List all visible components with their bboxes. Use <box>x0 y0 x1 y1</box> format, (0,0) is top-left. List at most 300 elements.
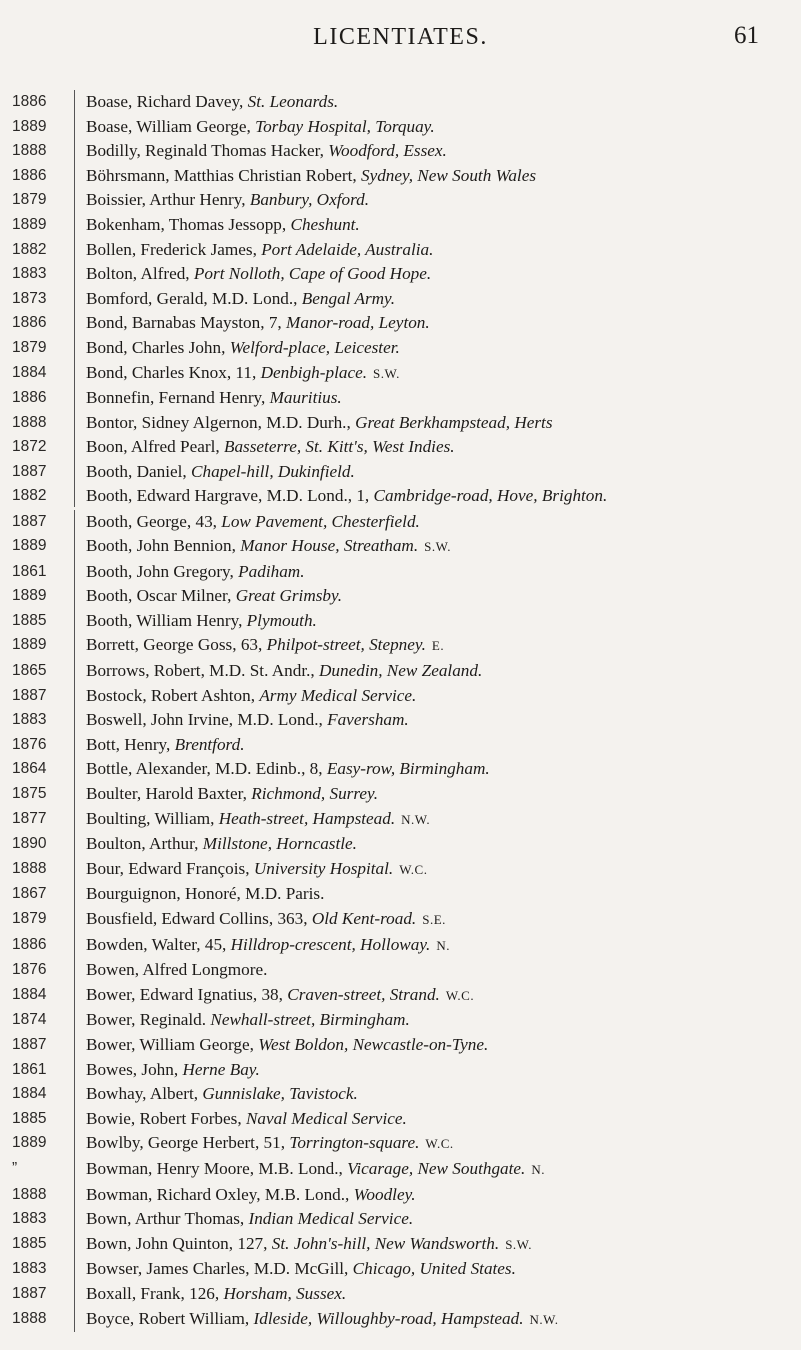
entry-text <box>86 1058 801 1083</box>
column-rule <box>74 684 75 709</box>
list-item <box>0 1232 801 1258</box>
entry-year: 1887 <box>12 512 47 530</box>
entry-text <box>86 757 801 782</box>
entry-name: Bonnefin, Fernand Henry, <box>86 388 266 408</box>
entry-text <box>86 139 801 164</box>
list-item <box>0 1131 801 1157</box>
column-rule <box>74 733 75 758</box>
entry-name: Böhrsmann, Matthias Christian Robert, <box>86 165 357 185</box>
entry-name: Borrett, George Goss, 63, <box>86 635 263 655</box>
entry-text <box>86 584 801 609</box>
entry-name: Bowser, James Charles, M.D. McGill, <box>86 1259 349 1279</box>
entry-address: Philpot-street, Stepney. <box>266 635 426 655</box>
entry-address: Gunnislake, Tavistock. <box>202 1084 358 1104</box>
postal-district: N.W. <box>529 1311 559 1327</box>
entry-address: Idleside, Willoughby-road, Hampstead. <box>253 1308 524 1328</box>
column-rule <box>74 386 75 411</box>
list-item <box>0 386 801 411</box>
entry-year: 1886 <box>12 166 47 184</box>
list-item <box>0 534 801 560</box>
entry-text <box>86 933 801 959</box>
entry-name: Bowes, John, <box>86 1059 179 1079</box>
column-rule <box>74 435 75 460</box>
entry-address: Herne Bay. <box>182 1059 260 1079</box>
column-rule <box>74 857 75 883</box>
entry-name: Boswell, John Irvine, M.D. Lond., <box>86 710 323 730</box>
entry-year: 1889 <box>12 587 47 605</box>
column-rule <box>74 262 75 287</box>
list-item <box>0 782 801 807</box>
entry-address: Plymouth. <box>246 610 317 630</box>
entry-text <box>86 832 801 857</box>
list-item <box>0 907 801 933</box>
entry-name: Boulton, Arthur, <box>86 834 199 854</box>
entry-address: Heath-street, Hampstead. <box>218 808 396 828</box>
entry-text <box>86 1008 801 1033</box>
postal-district: N. <box>436 937 450 953</box>
list-item <box>0 983 801 1009</box>
entry-year: 1879 <box>12 191 47 209</box>
entry-name: Boase, Richard Davey, <box>86 92 244 111</box>
entry-year: 1883 <box>12 1260 47 1278</box>
entry-text <box>86 90 801 115</box>
column-rule <box>74 983 75 1009</box>
entry-text <box>86 1282 801 1307</box>
entry-name: Boulting, William, <box>86 808 215 828</box>
entry-year: 1888 <box>12 859 47 877</box>
entry-year: 1861 <box>12 1060 47 1078</box>
column-rule <box>74 1282 75 1307</box>
entry-name: Borrows, Robert, M.D. St. Andr., <box>86 661 315 681</box>
list-item <box>0 485 801 510</box>
column-rule <box>74 213 75 238</box>
entry-name: Bowhay, Albert, <box>86 1084 199 1104</box>
column-rule <box>74 1131 75 1157</box>
page-number: 61 <box>734 22 759 49</box>
list-item <box>0 1183 801 1208</box>
entry-text <box>86 411 801 436</box>
list-item <box>0 684 801 709</box>
column-rule <box>74 460 75 485</box>
list-item <box>0 213 801 238</box>
column-rule <box>74 1183 75 1208</box>
entry-year: 1889 <box>12 215 47 233</box>
entry-address: Vicarage, New Southgate. <box>347 1158 526 1178</box>
entry-year: 1877 <box>12 809 47 827</box>
column-rule <box>74 584 75 609</box>
list-item <box>0 1033 801 1058</box>
entry-name: Bond, Charles John, <box>86 337 226 357</box>
column-rule <box>74 1207 75 1232</box>
entry-year: 1865 <box>12 662 47 680</box>
entry-address: Woodley. <box>353 1184 416 1204</box>
entry-address: Naval Medical Service. <box>245 1108 407 1128</box>
list-item <box>0 238 801 263</box>
entry-text <box>86 1107 801 1132</box>
entry-year: 1879 <box>12 338 47 356</box>
entry-address: Millstone, Horncastle. <box>202 834 357 854</box>
column-rule <box>74 882 75 907</box>
entry-address: Woodford, Essex. <box>328 141 447 161</box>
column-rule <box>74 188 75 213</box>
list-item <box>0 609 801 634</box>
entry-name: Boulter, Harold Baxter, <box>86 784 247 804</box>
entry-year: 1876 <box>12 961 47 979</box>
entry-text <box>86 510 801 535</box>
entry-name: Booth, Daniel, <box>86 461 187 481</box>
entry-text <box>86 882 801 907</box>
entry-address: Chicago, United States. <box>352 1259 516 1279</box>
entry-year: 1888 <box>12 1309 47 1327</box>
list-item <box>0 1157 801 1183</box>
column-rule <box>74 1232 75 1258</box>
entry-year: 1883 <box>12 711 47 729</box>
column-rule <box>74 115 75 140</box>
entry-text <box>86 983 801 1009</box>
entry-address: Dunedin, New Zealand. <box>319 661 483 681</box>
entry-name: Bour, Edward François, <box>86 858 250 878</box>
entry-name: Bontor, Sidney Algernon, M.D. Durh., <box>86 412 351 432</box>
entry-year: 1885 <box>12 1109 47 1127</box>
entry-name: Bown, John Quinton, 127, <box>86 1233 268 1253</box>
entry-text <box>86 1207 801 1232</box>
entry-year: 1872 <box>12 438 47 456</box>
entry-year: 1888 <box>12 413 47 431</box>
entry-year: 1864 <box>12 760 47 778</box>
list-item <box>0 262 801 287</box>
list-item <box>0 1257 801 1282</box>
column-rule <box>74 238 75 263</box>
entry-year: 1886 <box>12 93 47 110</box>
entry-address: Faversham. <box>327 710 409 730</box>
entry-year: 1882 <box>12 240 47 258</box>
column-rule <box>74 510 75 535</box>
entry-address: Hilldrop-crescent, Holloway. <box>230 934 431 954</box>
list-item <box>0 857 801 883</box>
entry-name: Bower, William George, <box>86 1034 254 1054</box>
column-rule <box>74 1157 75 1183</box>
postal-district: W.C. <box>425 1136 454 1152</box>
entry-name: Boxall, Frank, 126, <box>86 1283 220 1303</box>
entry-year: 1883 <box>12 265 47 283</box>
column-rule <box>74 1107 75 1132</box>
entry-year: 1890 <box>12 835 47 853</box>
entry-address: Banbury, Oxford. <box>249 190 370 210</box>
entry-text <box>86 164 801 189</box>
entry-name: Booth, John Bennion, <box>86 536 236 556</box>
entry-address: Port Adelaide, Australia. <box>261 239 434 259</box>
column-rule <box>74 958 75 983</box>
page-header <box>0 18 801 58</box>
entry-address: Manor House, Streatham. <box>240 536 419 556</box>
entry-year: 1889 <box>12 1134 47 1152</box>
entry-name: Boase, William George, <box>86 116 251 136</box>
entry-year: 1884 <box>12 363 47 381</box>
entry-address: Brentford. <box>174 734 245 754</box>
entry-text <box>86 1307 801 1333</box>
column-rule <box>74 164 75 189</box>
entry-text <box>86 1033 801 1058</box>
entry-text <box>86 560 801 585</box>
list-item <box>0 1058 801 1083</box>
entry-name: Bottle, Alexander, M.D. Edinb., 8, <box>86 759 323 779</box>
entry-text <box>86 1232 801 1258</box>
entry-address: Great Berkhampstead, Herts <box>355 412 553 432</box>
entry-year: 1887 <box>12 1035 47 1053</box>
list-item <box>0 1207 801 1232</box>
list-item <box>0 287 801 312</box>
column-rule <box>74 659 75 684</box>
entry-address: Easy-row, Birmingham. <box>326 759 490 779</box>
entry-address: Newhall-street, Birmingham. <box>210 1010 410 1030</box>
entry-name: Bott, Henry, <box>86 734 171 754</box>
entry-address: West Boldon, Newcastle-on-Tyne. <box>258 1034 489 1054</box>
entry-year: 1887 <box>12 686 47 704</box>
postal-district: W.C. <box>399 861 428 877</box>
entry-name: Booth, William Henry, <box>86 610 243 630</box>
entry-year: 1885 <box>12 1234 47 1252</box>
list-item <box>0 510 801 535</box>
entry-name: Bowden, Walter, 45, <box>86 934 227 954</box>
entry-year: 1867 <box>12 885 47 903</box>
list-item <box>0 361 801 387</box>
column-rule <box>74 1257 75 1282</box>
entry-name: Boon, Alfred Pearl, <box>86 437 220 457</box>
postal-district: S.W. <box>373 365 400 381</box>
entry-text <box>86 485 801 507</box>
list-item <box>0 832 801 857</box>
entry-address: Basseterre, St. Kitt's, West Indies. <box>223 437 455 457</box>
entry-address: Chapel-hill, Dukinfield. <box>191 461 355 481</box>
list-item <box>0 1008 801 1033</box>
column-rule <box>74 336 75 361</box>
list-item <box>0 882 801 907</box>
column-rule <box>74 1033 75 1058</box>
column-rule <box>74 311 75 336</box>
entry-text <box>86 262 801 287</box>
postal-district: N.W. <box>401 811 431 827</box>
column-rule <box>74 1058 75 1083</box>
entry-text <box>86 534 801 560</box>
entry-name: Bowen, Alfred Longmore. <box>86 960 268 980</box>
entry-text <box>86 435 801 460</box>
list-item <box>0 435 801 460</box>
list-item <box>0 733 801 758</box>
entry-text <box>86 238 801 263</box>
column-rule <box>74 361 75 387</box>
entry-year: 1874 <box>12 1011 47 1029</box>
entry-text <box>86 907 801 933</box>
column-rule <box>74 907 75 933</box>
entry-address: Horsham, Sussex. <box>223 1283 347 1303</box>
entry-address: Denbigh-place. <box>260 362 368 382</box>
entry-text <box>86 684 801 709</box>
column-rule <box>74 139 75 164</box>
entry-text <box>86 659 801 684</box>
list-item <box>0 139 801 164</box>
entry-address: Great Grimsby. <box>235 586 342 606</box>
list-item <box>0 659 801 684</box>
entry-name: Booth, George, 43, <box>86 511 217 531</box>
entry-name: Bomford, Gerald, M.D. Lond., <box>86 288 298 308</box>
entry-year: 1883 <box>12 1210 47 1228</box>
list-item <box>0 411 801 436</box>
column-rule <box>74 1082 75 1107</box>
entry-name: Bower, Edward Ignatius, 38, <box>86 984 283 1004</box>
entry-name: Bowman, Henry Moore, M.B. Lond., <box>86 1158 343 1178</box>
entry-year: 1875 <box>12 785 47 803</box>
entry-text <box>86 1257 801 1282</box>
entry-address: Richmond, Surrey. <box>251 784 379 804</box>
entry-name: Bokenham, Thomas Jessopp, <box>86 214 287 234</box>
entry-text <box>86 1082 801 1107</box>
postal-district: N. <box>531 1161 545 1177</box>
list-item <box>0 633 801 659</box>
entry-text <box>86 609 801 634</box>
list-item <box>0 1107 801 1132</box>
postal-district: S.W. <box>424 539 451 555</box>
list-item <box>0 311 801 336</box>
entry-text <box>86 336 801 361</box>
entry-text <box>86 361 801 387</box>
entry-text <box>86 733 801 758</box>
entry-address: St. Leonards. <box>247 92 339 111</box>
postal-district: S.W. <box>505 1236 532 1252</box>
entry-address: Port Nolloth, Cape of Good Hope. <box>193 264 432 284</box>
entry-address: Torbay Hospital, Torquay. <box>255 116 435 136</box>
entry-name: Bond, Charles Knox, 11, <box>86 362 257 382</box>
entry-text <box>86 287 801 312</box>
list-item <box>0 933 801 959</box>
entry-name: Bowman, Richard Oxley, M.B. Lond., <box>86 1184 350 1204</box>
entry-address: Mauritius. <box>269 388 342 408</box>
entry-name: Bourguignon, Honoré, M.D. Paris. <box>86 884 325 904</box>
entry-text <box>86 782 801 807</box>
column-rule <box>74 933 75 959</box>
entry-address: Craven-street, Strand. <box>287 984 440 1004</box>
entry-name: Bousfield, Edward Collins, 363, <box>86 909 308 928</box>
entry-year: 1889 <box>12 537 47 555</box>
entry-name: Bond, Barnabas Mayston, 7, <box>86 313 282 333</box>
list-item <box>0 188 801 213</box>
entry-address: Welford-place, Leicester. <box>229 337 400 357</box>
column-rule <box>74 287 75 312</box>
list-item <box>0 336 801 361</box>
entry-year: 1884 <box>12 1085 47 1103</box>
entry-address: St. John's-hill, New Wandsworth. <box>271 1233 500 1253</box>
column-rule <box>74 609 75 634</box>
entry-year: 1888 <box>12 1185 47 1203</box>
licentiate-list <box>0 90 801 1332</box>
column-rule <box>74 782 75 807</box>
column-rule <box>74 485 75 507</box>
running-title: LICENTIATES. <box>313 24 488 50</box>
entry-address: Padiham. <box>238 561 305 581</box>
entry-name: Bown, Arthur Thomas, <box>86 1209 245 1229</box>
entry-year: 1882 <box>12 486 47 504</box>
list-item <box>0 115 801 140</box>
entry-address: Indian Medical Service. <box>248 1209 414 1229</box>
entry-text <box>86 213 801 238</box>
entry-name: Bowie, Robert Forbes, <box>86 1108 242 1128</box>
entry-name: Bostock, Robert Ashton, <box>86 685 256 705</box>
entry-text <box>86 708 801 733</box>
entry-text <box>86 115 801 140</box>
entry-text <box>86 1183 801 1208</box>
entry-address: University Hospital. <box>253 858 394 878</box>
list-item <box>0 1282 801 1307</box>
entry-address: Low Pavement, Chesterfield. <box>221 511 420 531</box>
entry-text <box>86 460 801 485</box>
list-item <box>0 560 801 585</box>
list-item <box>0 708 801 733</box>
column-rule <box>74 1307 75 1333</box>
column-rule <box>74 90 75 115</box>
list-item <box>0 958 801 983</box>
entry-text <box>86 386 801 411</box>
list-item <box>0 584 801 609</box>
entry-year: 1886 <box>12 935 47 953</box>
entry-text <box>86 633 801 659</box>
column-rule <box>74 560 75 585</box>
postal-district: S.E. <box>422 912 446 927</box>
entry-address: Manor-road, Leyton. <box>286 313 430 333</box>
entry-name: Bollen, Frederick James, <box>86 239 257 259</box>
column-rule <box>74 832 75 857</box>
entry-year: 1887 <box>12 462 47 480</box>
entry-address: Torrington-square. <box>289 1133 420 1153</box>
entry-address: Sydney, New South Wales <box>360 165 537 185</box>
column-rule <box>74 633 75 659</box>
entry-name: Bolton, Alfred, <box>86 264 190 284</box>
entry-name: Booth, John Gregory, <box>86 561 234 581</box>
entry-name: Boissier, Arthur Henry, <box>86 190 246 210</box>
entry-text <box>86 1131 801 1157</box>
entry-year: 1886 <box>12 314 47 332</box>
entry-name: Bodilly, Reginald Thomas Hacker, <box>86 141 324 161</box>
list-item <box>0 164 801 189</box>
list-item <box>0 460 801 485</box>
entry-year: 1873 <box>12 289 47 307</box>
list-item <box>0 90 801 115</box>
entry-text <box>86 188 801 213</box>
entry-name: Bowlby, George Herbert, 51, <box>86 1133 286 1153</box>
column-rule <box>74 757 75 782</box>
entry-text <box>86 857 801 883</box>
entry-address: Cheshunt. <box>290 214 360 234</box>
list-item <box>0 757 801 782</box>
entry-year: 1889 <box>12 117 47 135</box>
column-rule <box>74 411 75 436</box>
entry-name: Bower, Reginald. <box>86 1010 207 1030</box>
entry-text <box>86 807 801 833</box>
entry-year: 1861 <box>12 562 47 580</box>
entry-text <box>86 958 801 983</box>
entry-year: 1886 <box>12 389 47 407</box>
entry-address: Bengal Army. <box>301 288 396 308</box>
entry-text <box>86 311 801 336</box>
entry-year: 1879 <box>12 910 47 927</box>
entry-address: Old Kent-road. <box>311 909 417 928</box>
column-rule <box>74 807 75 833</box>
entry-name: Booth, Edward Hargrave, M.D. Lond., 1, <box>86 485 370 505</box>
entry-year: 1885 <box>12 611 47 629</box>
list-item <box>0 807 801 833</box>
entry-year: 1889 <box>12 636 47 654</box>
entry-year: 1888 <box>12 142 47 160</box>
entry-name: Boyce, Robert William, <box>86 1308 250 1328</box>
column-rule <box>74 534 75 560</box>
